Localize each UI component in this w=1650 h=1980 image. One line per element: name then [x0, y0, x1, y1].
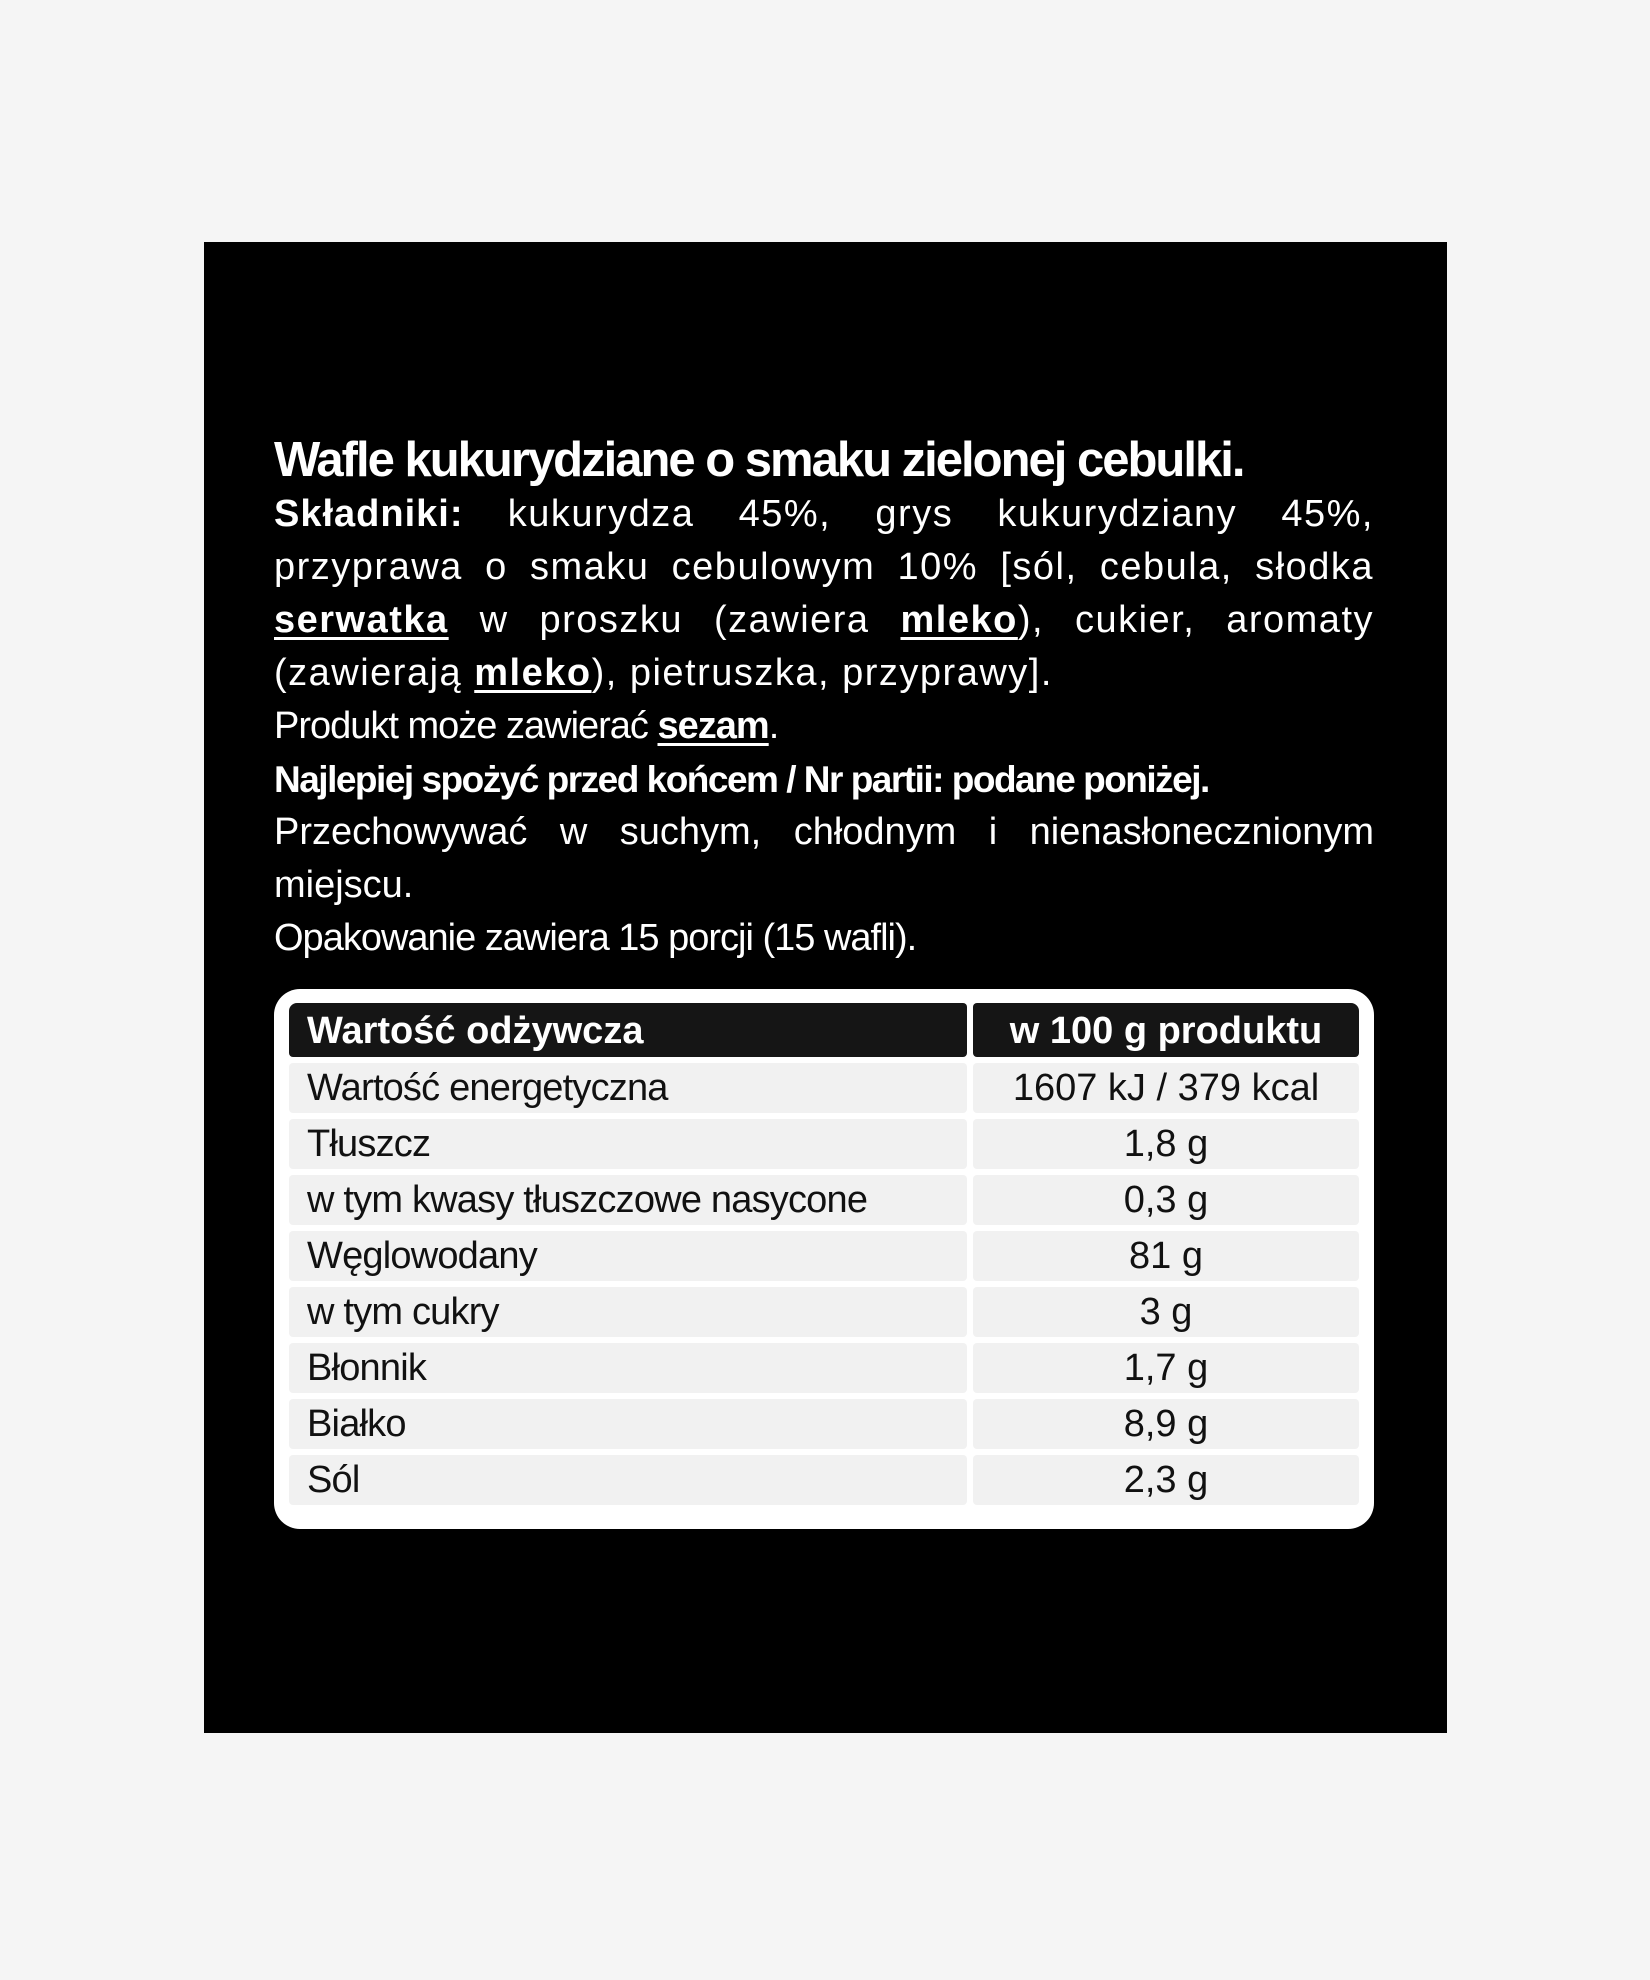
may-contain-end: .	[768, 705, 779, 747]
nutrient-name: Białko	[289, 1399, 967, 1449]
nutrient-name: w tym kwasy tłuszczowe nasycone	[289, 1175, 967, 1225]
nutrition-row-protein	[289, 1399, 1359, 1449]
label-text	[274, 432, 1374, 965]
nutrient-value: 1,8 g	[973, 1119, 1359, 1169]
allergen-serwatka: serwatka	[274, 599, 449, 641]
ingredients-text: ), pietruszka, przyprawy].	[591, 652, 1053, 694]
best-before-line: Najlepiej spożyć przed końcem / Nr partii: podane poniżej.	[274, 759, 1209, 800]
nutrient-value: 1,7 g	[973, 1343, 1359, 1393]
product-title: Wafle kukurydziane o smaku zielonej cebulki.	[274, 433, 1244, 487]
nutrient-name: Węglowodany	[289, 1231, 967, 1281]
nutrition-row-fibre	[289, 1343, 1359, 1393]
nutrient-value: 3 g	[973, 1287, 1359, 1337]
storage-line: Przechowywać w suchym, chłodnym i nienasłonecznionym miejscu.	[274, 811, 1374, 906]
nutrition-row-sugars	[289, 1287, 1359, 1337]
nutrition-header-name: Wartość odżywcza	[289, 1003, 967, 1057]
nutrient-name: Błonnik	[289, 1343, 967, 1393]
ingredients-text: ), cukier, aromaty (zawierają	[274, 599, 1374, 694]
nutrition-row-salt	[289, 1455, 1359, 1505]
nutrient-value: 8,9 g	[973, 1399, 1359, 1449]
nutrient-value: 0,3 g	[973, 1175, 1359, 1225]
nutrition-header-row	[289, 1003, 1359, 1057]
allergen-mleko: mleko	[900, 599, 1018, 641]
nutrition-row-carbohydrates	[289, 1231, 1359, 1281]
nutrient-value: 81 g	[973, 1231, 1359, 1281]
package-line: Opakowanie zawiera 15 porcji (15 wafli).	[274, 917, 917, 959]
allergen-sezam: sezam	[657, 705, 769, 747]
allergen-mleko: mleko	[474, 652, 592, 694]
nutrient-name: Wartość energetyczna	[289, 1063, 967, 1113]
may-contain-line	[274, 700, 1374, 753]
nutrition-row-saturated-fat	[289, 1175, 1359, 1225]
nutrition-row-fat	[289, 1119, 1359, 1169]
nutrient-value: 1607 kJ / 379 kcal	[973, 1063, 1359, 1113]
nutrition-table	[274, 989, 1374, 1529]
may-contain-text: Produkt może zawierać	[274, 705, 658, 747]
ingredients-text: kukurydza 45%, grys kukurydziany 45%, przyprawa o smaku cebulowym 10% [sól, cebula, słodka	[274, 493, 1374, 588]
nutrient-value: 2,3 g	[973, 1455, 1359, 1505]
ingredients-text: w proszku (zawiera	[448, 599, 901, 641]
nutrient-name: Sól	[289, 1455, 967, 1505]
nutrition-row-energy	[289, 1063, 1359, 1113]
nutrition-header-value: w 100 g produktu	[973, 1003, 1359, 1057]
product-label	[204, 242, 1447, 1733]
nutrient-name: Tłuszcz	[289, 1119, 967, 1169]
ingredients-heading: Składniki:	[274, 493, 464, 535]
ingredients-paragraph	[274, 488, 1374, 700]
nutrient-name: w tym cukry	[289, 1287, 967, 1337]
